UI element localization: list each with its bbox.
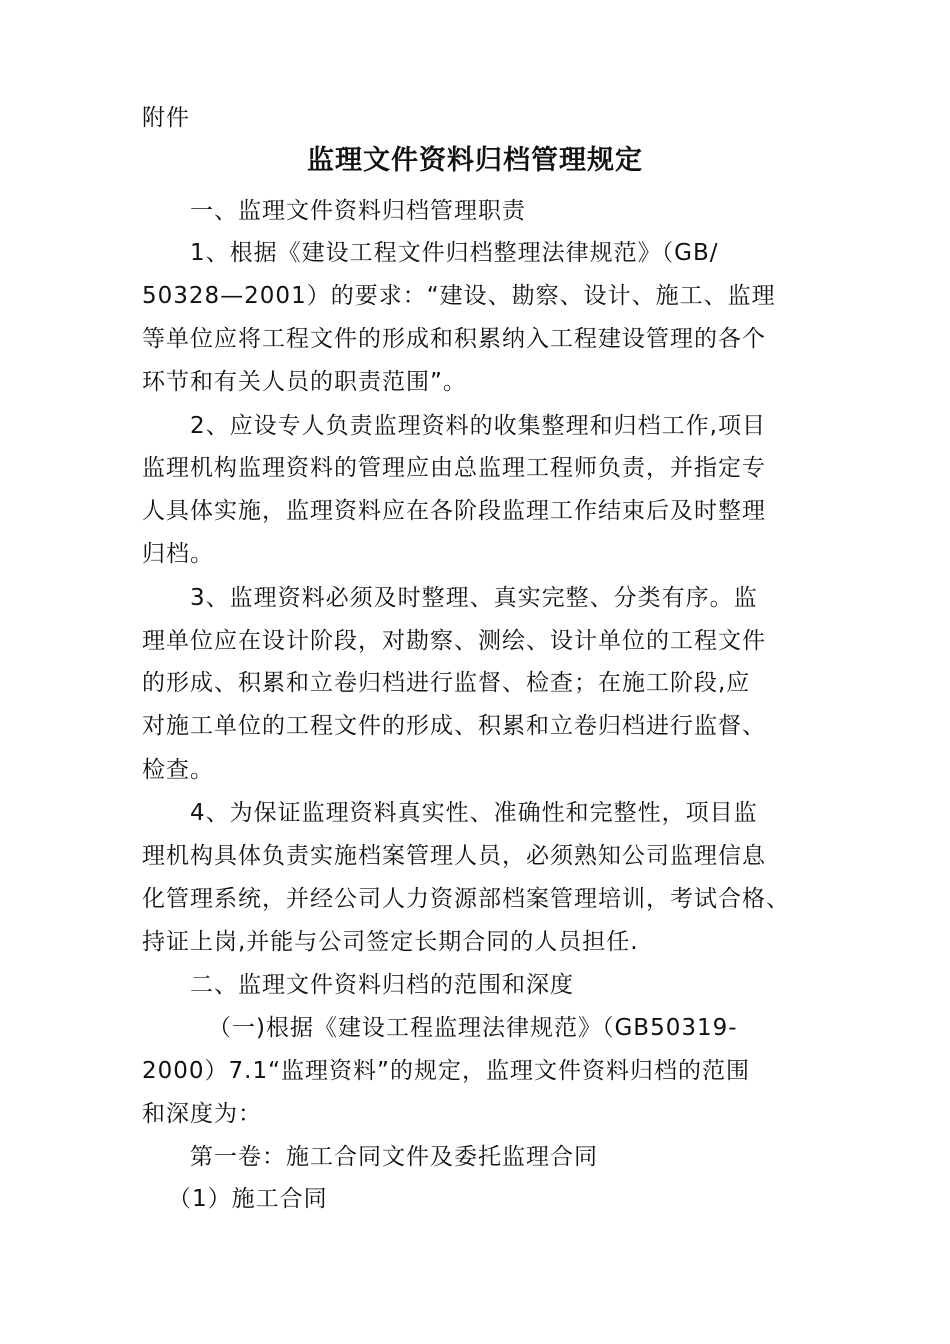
- paragraph-line: 人具体实施，监理资料应在各阶段监理工作结束后及时整理: [142, 498, 766, 524]
- paragraph-line: 的形成、积累和立卷归档进行监督、检查；在施工阶段,应: [142, 670, 751, 696]
- paragraph-line: 对施工单位的工程文件的形成、积累和立卷归档进行监督、: [142, 713, 766, 739]
- section-heading: 二、监理文件资料归档的范围和深度: [190, 972, 574, 998]
- paragraph-line: 归档。: [142, 541, 214, 567]
- paragraph-line: 50328—2001）的要求：“建设、勘察、设计、施工、监理: [142, 283, 776, 309]
- section-heading: 一、监理文件资料归档管理职责: [190, 198, 526, 224]
- paragraph-line: 理单位应在设计阶段，对勘察、测绘、设计单位的工程文件: [142, 628, 766, 654]
- document-title: 监理文件资料归档管理规定: [307, 145, 643, 176]
- paragraph-line: 监理机构监理资料的管理应由总监理工程师负责，并指定专: [142, 455, 766, 481]
- paragraph-line: 持证上岗,并能与公司签定长期合同的人员担任.: [142, 929, 639, 955]
- paragraph-line: 和深度为：: [142, 1101, 262, 1127]
- paragraph-line: 化管理系统，并经公司人力资源部档案管理培训，考试合格、: [142, 886, 790, 912]
- paragraph-line: 2000）7.1“监理资料”的规定，监理文件资料归档的范围: [142, 1058, 750, 1084]
- paragraph-line: 4、为保证监理资料真实性、准确性和完整性，项目监: [190, 800, 758, 826]
- paragraph-line: 环节和有关人员的职责范围”。: [142, 369, 467, 395]
- paragraph-line: 3、监理资料必须及时整理、真实完整、分类有序。监: [190, 585, 758, 611]
- list-item: （1）施工合同: [168, 1186, 328, 1212]
- paragraph-line: 检查。: [142, 757, 214, 783]
- attachment-label: 附件: [142, 105, 190, 131]
- paragraph-line: 理机构具体负责实施档案管理人员，必须熟知公司监理信息: [142, 843, 766, 869]
- paragraph-line: 1、根据《建设工程文件归档整理法律规范》（GB/: [190, 240, 719, 266]
- paragraph-line: 等单位应将工程文件的形成和积累纳入工程建设管理的各个: [142, 326, 766, 352]
- paragraph-line: （一)根据《建设工程监理法律规范》（GB50319-: [208, 1015, 738, 1041]
- paragraph-line: 2、应设专人负责监理资料的收集整理和归档工作,项目: [190, 413, 766, 439]
- volume-heading: 第一卷：施工合同文件及委托监理合同: [190, 1144, 598, 1170]
